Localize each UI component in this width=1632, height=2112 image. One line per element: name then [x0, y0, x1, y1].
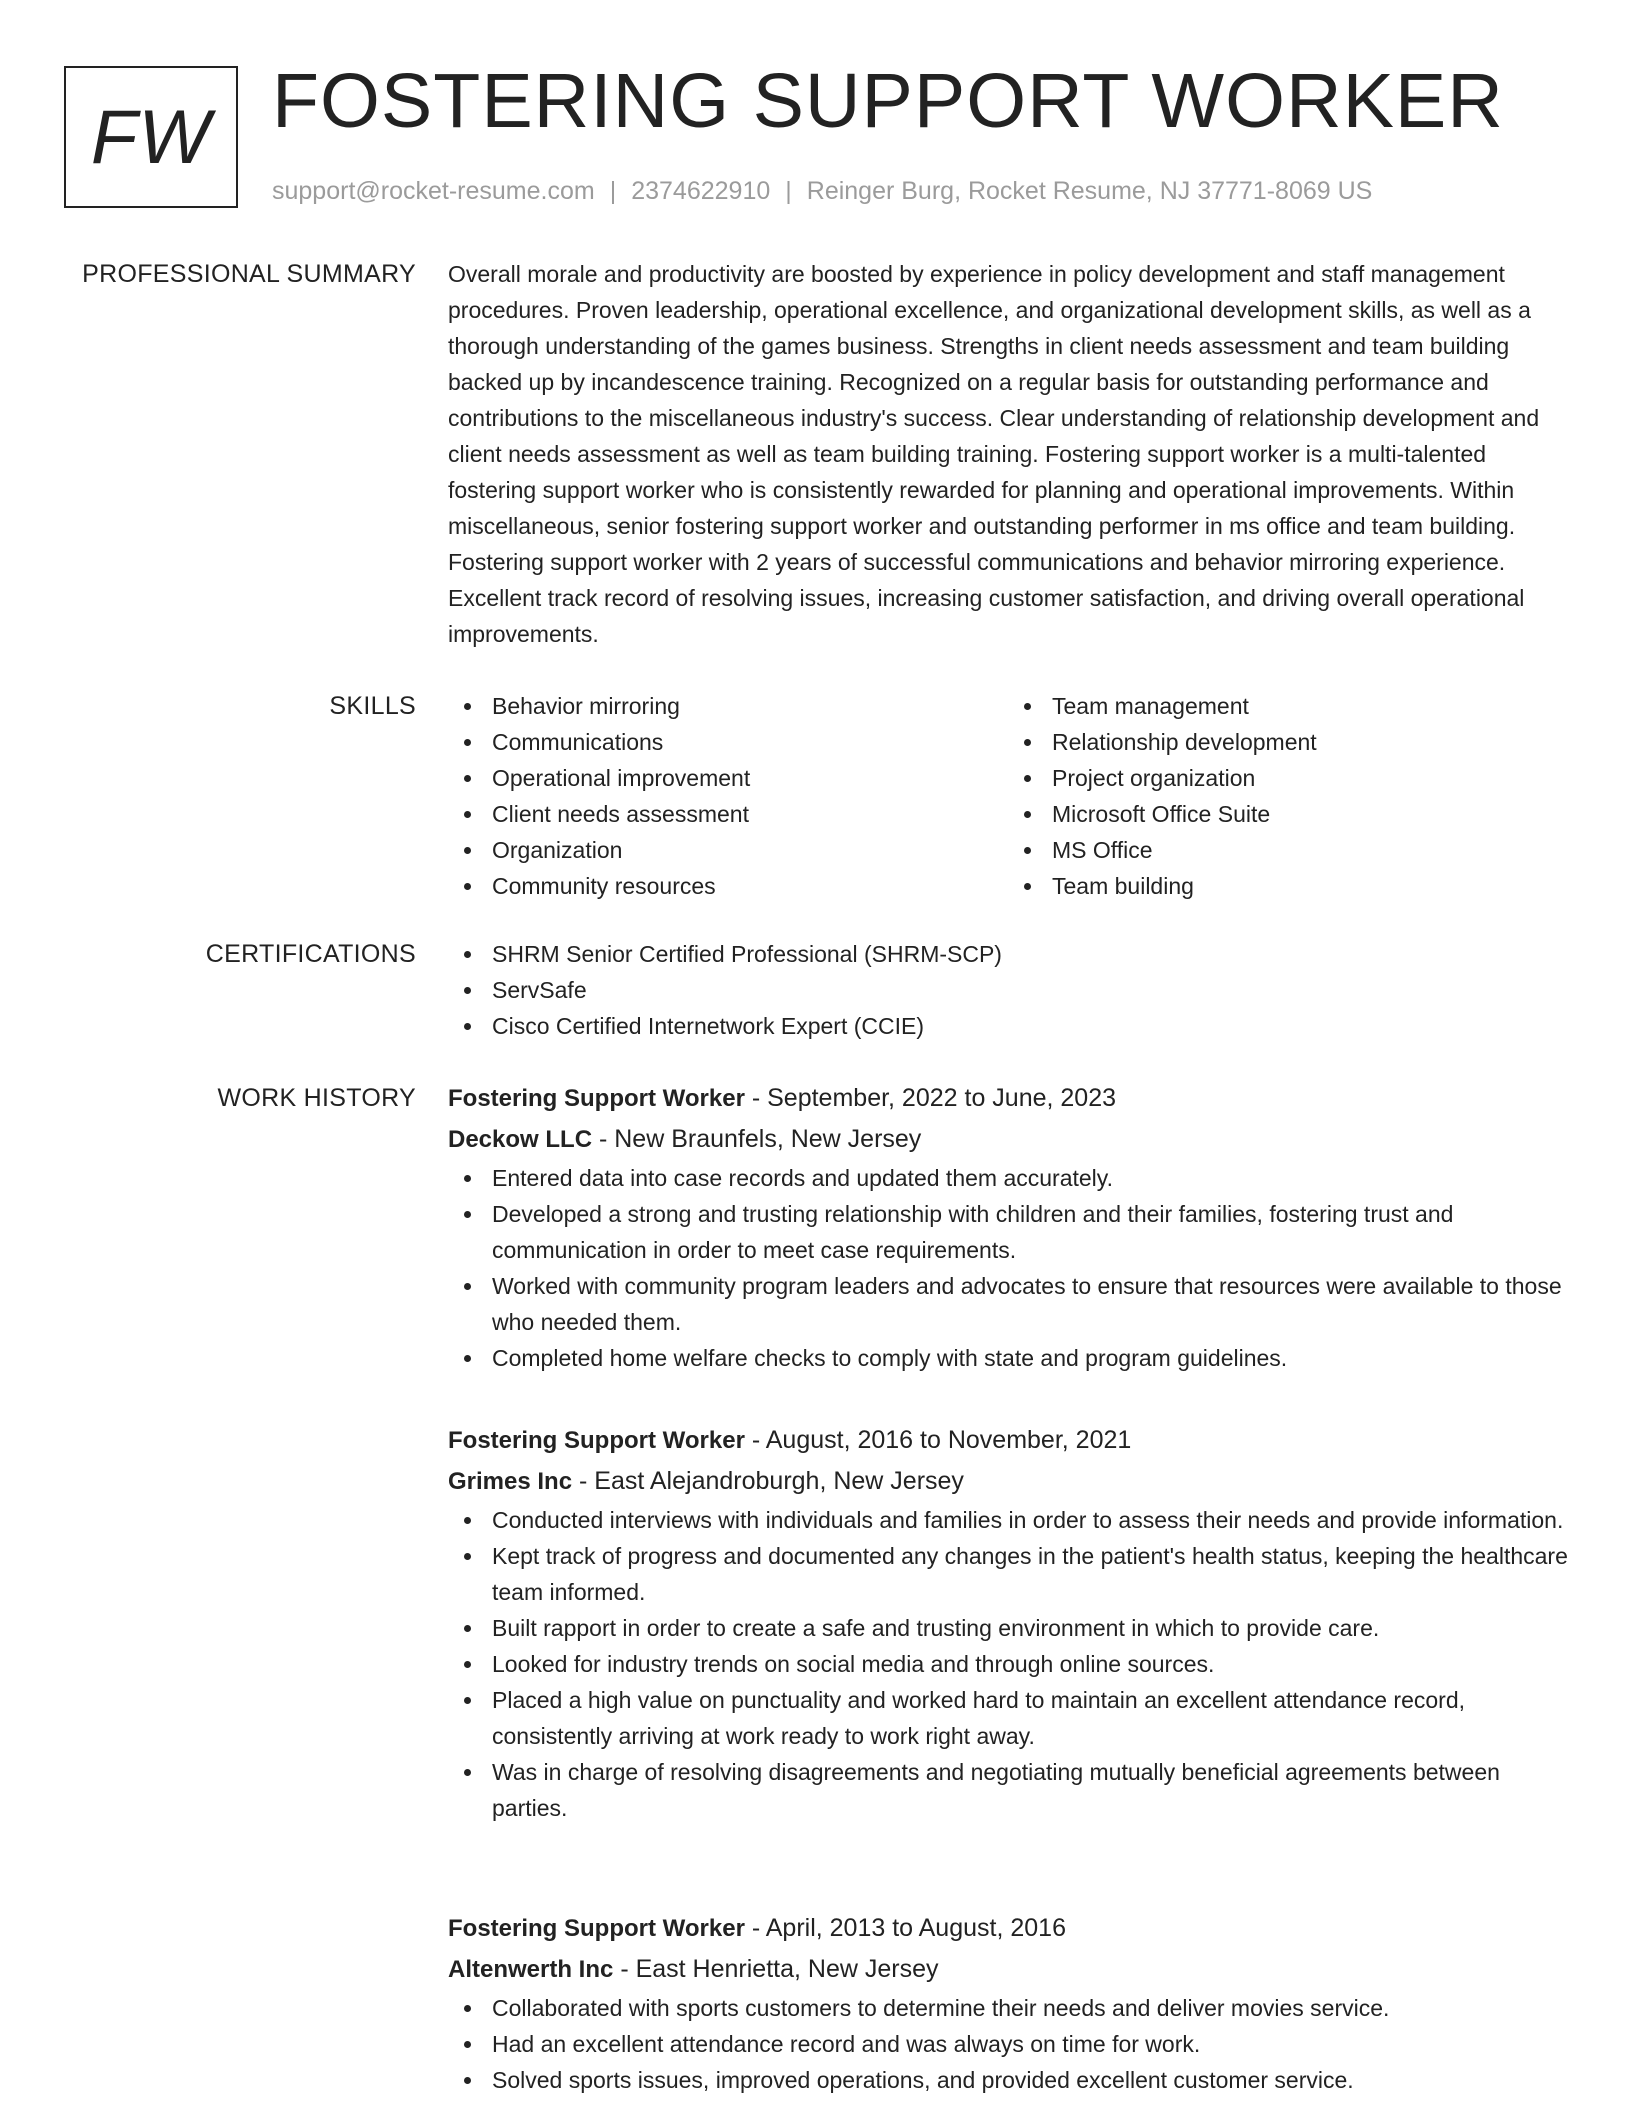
job-company-line: [448, 1949, 1568, 1990]
job-bullet: Placed a high value on punctuality and worked hard to maintain an excellent attendance record, consistently arriving at work ready to work right away.: [492, 1682, 1568, 1754]
job-bullet: Completed home welfare checks to comply with state and program guidelines.: [492, 1340, 1568, 1376]
job-bullets: [448, 1990, 1568, 2098]
skills-heading: SKILLS: [329, 692, 416, 720]
skill-item: Team building: [1052, 868, 1568, 904]
job-bullet: Worked with community program leaders and advocates to ensure that resources were available to those who needed them.: [492, 1268, 1568, 1340]
job-bullet: Solved sports issues, improved operations, and provided excellent customer service.: [492, 2062, 1568, 2098]
contact-line: [272, 174, 1372, 208]
job-title: Fostering Support Worker: [448, 1085, 745, 1112]
contact-email: support@rocket-resume.com: [272, 177, 595, 205]
skill-item: Organization: [492, 832, 1008, 868]
monogram-box: [64, 66, 238, 208]
job-bullet: Looked for industry trends on social media and through online sources.: [492, 1646, 1568, 1682]
job-dates: - April, 2013 to August, 2016: [751, 1914, 1066, 1942]
certification-item: Cisco Certified Internetwork Expert (CCIE): [492, 1008, 1568, 1044]
job-title: Fostering Support Worker: [448, 1427, 745, 1454]
resume-title: FOSTERING SUPPORT WORKER: [272, 58, 1504, 144]
skill-item: Behavior mirroring: [492, 688, 1008, 724]
monogram-initials: FW: [90, 94, 212, 180]
job-bullet: Was in charge of resolving disagreements and negotiating mutually beneficial agreements between parties.: [492, 1754, 1568, 1826]
contact-separator: |: [785, 177, 792, 205]
certification-item: ServSafe: [492, 972, 1568, 1008]
job-bullets: [448, 1160, 1568, 1376]
skills-body: [448, 688, 1568, 904]
job-company: Altenwerth Inc: [448, 1956, 614, 1983]
skill-item: Client needs assessment: [492, 796, 1008, 832]
job-dates: - August, 2016 to November, 2021: [751, 1426, 1132, 1454]
job-bullet: Built rapport in order to create a safe and trusting environment in which to provide care.: [492, 1610, 1568, 1646]
summary-heading: PROFESSIONAL SUMMARY: [82, 260, 416, 288]
skill-item: Team management: [1052, 688, 1568, 724]
skill-item: Community resources: [492, 868, 1008, 904]
work-history-heading: WORK HISTORY: [217, 1084, 416, 1112]
skills-list-left: [448, 688, 1008, 904]
job-company-line: [448, 1461, 1568, 1502]
job-company-line: [448, 1119, 1568, 1160]
job-location: - East Henrietta, New Jersey: [620, 1955, 939, 1983]
job-company: Deckow LLC: [448, 1126, 593, 1153]
job-title: Fostering Support Worker: [448, 1915, 745, 1942]
contact-separator: |: [609, 177, 617, 205]
job-bullet: Entered data into case records and updated them accurately.: [492, 1160, 1568, 1196]
skill-item: Microsoft Office Suite: [1052, 796, 1568, 832]
certifications-heading: CERTIFICATIONS: [205, 940, 416, 968]
job-title-line: [448, 1078, 1568, 1119]
job-bullet: Kept track of progress and documented any changes in the patient's health status, keeping the healthcare team informed.: [492, 1538, 1568, 1610]
job-bullet: Conducted interviews with individuals and families in order to assess their needs and provide information.: [492, 1502, 1568, 1538]
job-bullet: Had an excellent attendance record and was always on time for work.: [492, 2026, 1568, 2062]
skill-item: Project organization: [1052, 760, 1568, 796]
skill-item: MS Office: [1052, 832, 1568, 868]
job-title-line: [448, 1420, 1568, 1461]
skill-item: Communications: [492, 724, 1008, 760]
summary-text: Overall morale and productivity are boosted by experience in policy development and staff management procedures. Proven leadership, operational excellence, and organizational development skills, as well as a thorough understanding of the games business. Strengths in client needs assessment and team building backed up by incandescence training. Recognized on a regular basis for outstanding performance and contributions to the miscellaneous industry's success. Clear understanding of relationship development and client needs assessment as well as team building training. Fostering support worker is a multi-talented fostering support worker who is consistently rewarded for planning and operational improvements. Within miscellaneous, senior fostering support worker and outstanding performer in ms office and team building. Fostering support worker with 2 years of successful communications and behavior mirroring experience. Excellent track record of resolving issues, increasing customer satisfaction, and driving overall operational improvements.: [448, 261, 1540, 647]
skill-item: Operational improvement: [492, 760, 1008, 796]
job-location: - East Alejandroburgh, New Jersey: [579, 1467, 964, 1495]
skill-item: Relationship development: [1052, 724, 1568, 760]
contact-phone: 2374622910: [631, 177, 771, 205]
job-dates: - September, 2022 to June, 2023: [751, 1084, 1117, 1112]
summary-body: [448, 256, 1568, 652]
certifications-body: [448, 936, 1568, 1044]
job-bullet: Collaborated with sports customers to determine their needs and deliver movies service.: [492, 1990, 1568, 2026]
job-bullet: Developed a strong and trusting relationship with children and their families, fostering trust and communication in order to meet case requirements.: [492, 1196, 1568, 1268]
certifications-list: [448, 936, 1568, 1044]
job-location: - New Braunfels, New Jersey: [598, 1125, 922, 1153]
certification-item: SHRM Senior Certified Professional (SHRM-SCP): [492, 936, 1568, 972]
job-bullets: [448, 1502, 1568, 1826]
contact-address: Reinger Burg, Rocket Resume, NJ 37771-8069 US: [806, 177, 1373, 205]
job-company: Grimes Inc: [448, 1468, 573, 1495]
skills-list-right: [1008, 688, 1568, 904]
job-title-line: [448, 1908, 1568, 1949]
